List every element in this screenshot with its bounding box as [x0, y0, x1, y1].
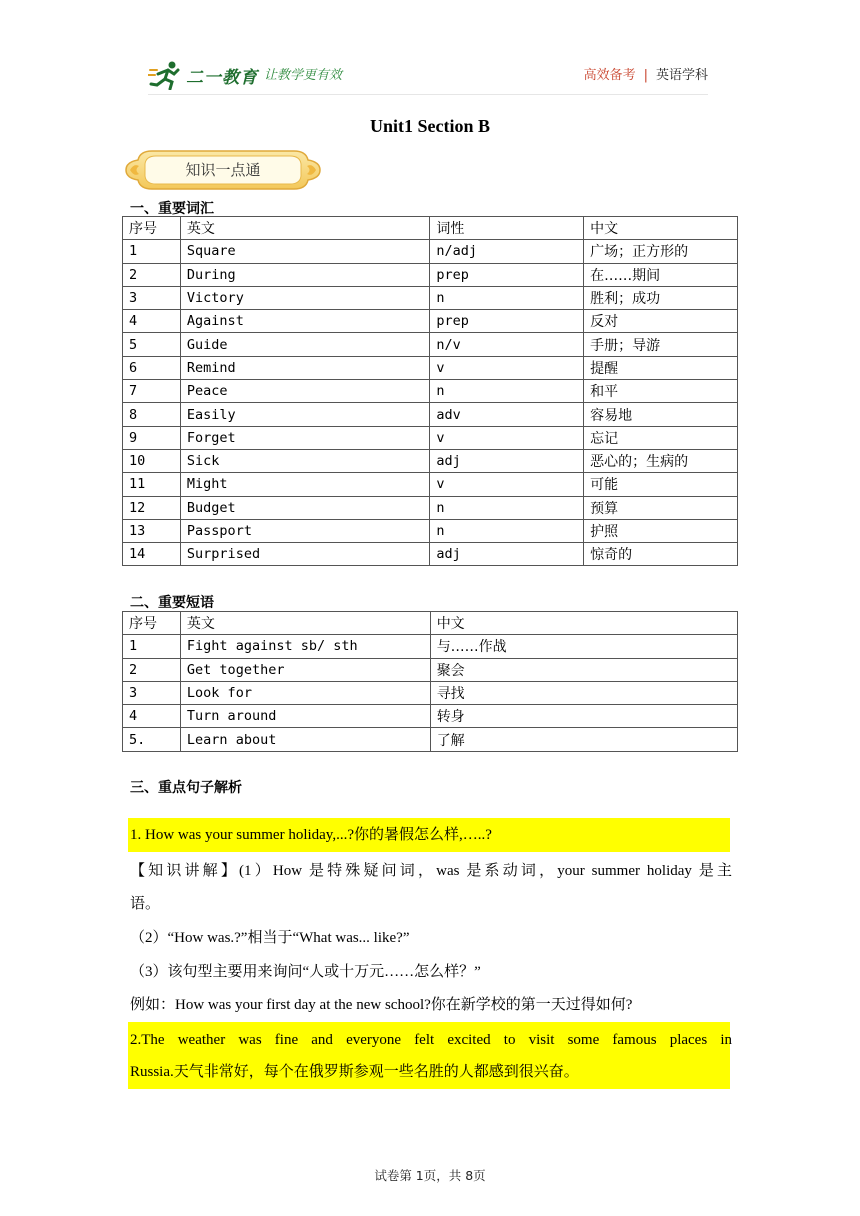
table-cell: 8 — [123, 403, 181, 426]
table-cell: prep — [430, 263, 584, 286]
table-cell: Surprised — [180, 543, 430, 566]
table-cell: 12 — [123, 496, 181, 519]
table-cell: 14 — [123, 543, 181, 566]
table-cell: n/adj — [430, 240, 584, 263]
table-cell: Turn around — [180, 705, 430, 728]
table-row — [123, 403, 738, 426]
table-header-row — [123, 612, 738, 635]
table-cell: 9 — [123, 426, 181, 449]
table-cell: 5 — [123, 333, 181, 356]
table-row — [123, 658, 738, 681]
section2-heading: 二、重要短语 — [130, 595, 214, 611]
table-row — [123, 519, 738, 542]
table-cell: 5. — [123, 728, 181, 751]
table-row — [123, 543, 738, 566]
table-cell: 聚会 — [430, 658, 737, 681]
table-row — [123, 286, 738, 309]
table-cell: Easily — [180, 403, 430, 426]
table-cell: 反对 — [584, 310, 738, 333]
table-cell: 1 — [123, 240, 181, 263]
explanation-line: （3）该句型主要用来询问“人或十万元……怎么样？” — [130, 964, 481, 980]
table-cell: 在……期间 — [584, 263, 738, 286]
table-cell: 3 — [123, 286, 181, 309]
vocab-table-body — [123, 217, 738, 566]
section1-heading: 一、重要词汇 — [130, 201, 214, 217]
table-cell: prep — [430, 310, 584, 333]
table-cell: adv — [430, 403, 584, 426]
page-header — [148, 58, 708, 92]
table-cell: n — [430, 496, 584, 519]
table-row — [123, 705, 738, 728]
table-cell: 13 — [123, 519, 181, 542]
section-badge — [122, 148, 324, 192]
table-cell: Fight against sb/ sth — [180, 635, 430, 658]
table-row — [123, 263, 738, 286]
phrase-table — [122, 611, 738, 752]
table-cell: 提醒 — [584, 356, 738, 379]
table-row — [123, 496, 738, 519]
page-title: Unit1 Section B — [369, 116, 490, 136]
table-cell: 手册；导游 — [584, 333, 738, 356]
table-cell: 6 — [123, 356, 181, 379]
table-cell: 胜利；成功 — [584, 286, 738, 309]
table-cell: 预算 — [584, 496, 738, 519]
table-cell: v — [430, 356, 584, 379]
table-cell: v — [430, 473, 584, 496]
table-cell: Against — [180, 310, 430, 333]
badge-label: 知识一点通 — [185, 161, 261, 179]
table-row — [123, 681, 738, 704]
table-cell: n — [430, 519, 584, 542]
table-cell: 护照 — [584, 519, 738, 542]
table-cell: Sick — [180, 449, 430, 472]
table-cell: Learn about — [180, 728, 430, 751]
column-header: 序号 — [123, 612, 181, 635]
table-cell: Get together — [180, 658, 430, 681]
logo-text: 二一教育 — [186, 67, 258, 88]
table-cell: During — [180, 263, 430, 286]
column-header: 英文 — [180, 217, 430, 240]
column-header: 英文 — [180, 612, 430, 635]
table-cell: 7 — [123, 380, 181, 403]
table-cell: Remind — [180, 356, 430, 379]
table-cell: Might — [180, 473, 430, 496]
table-cell: 转身 — [430, 705, 737, 728]
table-cell: 11 — [123, 473, 181, 496]
table-cell: Square — [180, 240, 430, 263]
table-row — [123, 449, 738, 472]
table-cell: 可能 — [584, 473, 738, 496]
phrase-table-body — [123, 612, 738, 752]
header-separator: | — [643, 68, 648, 83]
table-row — [123, 356, 738, 379]
table-cell: n — [430, 286, 584, 309]
table-row — [123, 240, 738, 263]
header-subject — [584, 64, 708, 83]
table-cell: Victory — [180, 286, 430, 309]
table-row — [123, 635, 738, 658]
table-cell: Look for — [180, 681, 430, 704]
table-row — [123, 728, 738, 751]
table-header-row — [123, 217, 738, 240]
table-cell: 广场；正方形的 — [584, 240, 738, 263]
explanation-line: （2）“How was.?”相当于“What was... like?” — [130, 930, 410, 946]
column-header: 中文 — [584, 217, 738, 240]
explanation-line: 【知识讲解】(1）How 是特殊疑问词，was 是系动词，your summer holiday 是主 — [130, 863, 732, 879]
table-row — [123, 380, 738, 403]
table-cell: 惊奇的 — [584, 543, 738, 566]
table-cell: 寻找 — [430, 681, 737, 704]
table-cell: 4 — [123, 310, 181, 333]
table-cell: 恶心的；生病的 — [584, 449, 738, 472]
table-row — [123, 473, 738, 496]
column-header: 中文 — [430, 612, 737, 635]
column-header: 词性 — [430, 217, 584, 240]
table-cell: adj — [430, 543, 584, 566]
example-sentence: 例如：How was your first day at the new school?你在新学校的第一天过得如何? — [130, 997, 633, 1013]
header-label-subject: 英语学科 — [655, 68, 708, 83]
table-cell: 忘记 — [584, 426, 738, 449]
table-cell: 2 — [123, 263, 181, 286]
runner-logo-icon — [148, 60, 184, 90]
column-header: 序号 — [123, 217, 181, 240]
header-divider — [148, 94, 708, 95]
key-sentence-1: 1. How was your summer holiday,...?你的暑假怎么样,…..? — [130, 827, 492, 843]
table-row — [123, 333, 738, 356]
vocab-table — [122, 216, 738, 566]
table-cell: 了解 — [430, 728, 737, 751]
table-cell: 4 — [123, 705, 181, 728]
table-cell: 10 — [123, 449, 181, 472]
slogan: 让教学更有效 — [264, 68, 343, 83]
table-row — [123, 426, 738, 449]
table-cell: 和平 — [584, 380, 738, 403]
table-row — [123, 310, 738, 333]
table-cell: Budget — [180, 496, 430, 519]
table-cell: v — [430, 426, 584, 449]
explanation-line: 语。 — [130, 896, 161, 912]
table-cell: Passport — [180, 519, 430, 542]
table-cell: 容易地 — [584, 403, 738, 426]
table-cell: Peace — [180, 380, 430, 403]
header-label-exam: 高效备考 — [583, 68, 636, 83]
logo — [148, 58, 258, 92]
table-cell: Forget — [180, 426, 430, 449]
table-cell: adj — [430, 449, 584, 472]
table-cell: Guide — [180, 333, 430, 356]
table-cell: 3 — [123, 681, 181, 704]
table-cell: 2 — [123, 658, 181, 681]
table-cell: 与……作战 — [430, 635, 737, 658]
table-cell: n — [430, 380, 584, 403]
page-footer: 试卷第 1页，共 8页 — [374, 1168, 486, 1183]
table-cell: 1 — [123, 635, 181, 658]
section3-heading: 三、重点句子解析 — [130, 780, 242, 796]
key-sentence-2-line1: 2.The weather was fine and everyone felt excited to visit some famous places in — [130, 1032, 732, 1048]
table-cell: n/v — [430, 333, 584, 356]
key-sentence-2-line2: Russia.天气非常好，每个在俄罗斯参观一些名胜的人都感到很兴奋。 — [130, 1064, 579, 1080]
